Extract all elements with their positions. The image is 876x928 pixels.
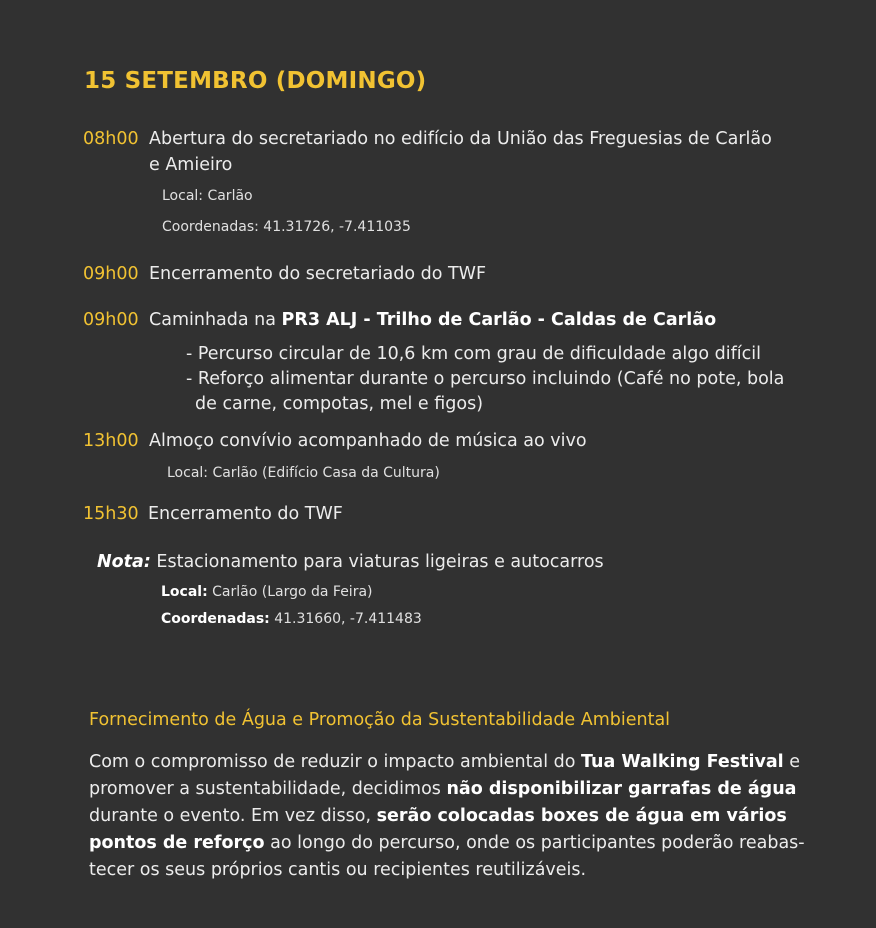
note-coordinates-value: 41.31660, -7.411483: [274, 611, 422, 627]
event-description: Encerramento do secretariado do TWF: [149, 264, 487, 284]
event-description: Encerramento do TWF: [148, 504, 343, 524]
event-location: Local: Carlão: [162, 188, 253, 204]
event-description-prefix: Caminhada na: [149, 310, 282, 330]
paragraph-line: tecer os seus próprios cantis ou recipientes reutilizáveis.: [89, 860, 587, 880]
paragraph-line: Com o compromisso de reduzir o impacto ambiental do Tua Walking Festival e: [89, 752, 801, 772]
event-description-cont: e Amieiro: [149, 155, 233, 175]
sustainability-paragraph: [89, 749, 805, 884]
event-location: Local: Carlão (Edifício Casa da Cultura): [167, 465, 440, 481]
note-location: [161, 584, 373, 600]
event-coordinates: Coordenadas: 41.31726, -7.411035: [162, 219, 411, 235]
trail-name: PR3 ALJ - Trilho de Carlão - Caldas de Carlão: [281, 310, 717, 330]
paragraph-line: pontos de reforço ao longo do percurso, onde os participantes poderão reabas-: [89, 833, 805, 853]
note-coordinates: [161, 611, 422, 627]
note-location-value: Carlão (Largo da Feira): [212, 584, 373, 600]
paragraph-line: durante o evento. Em vez disso, serão colocadas boxes de água em vários: [89, 806, 787, 826]
parking-note: [97, 552, 604, 572]
section-title: Fornecimento de Água e Promoção da Sustentabilidade Ambiental: [89, 710, 671, 730]
page-title: 15 SETEMBRO (DOMINGO): [84, 68, 427, 94]
event-time: 13h00: [83, 431, 139, 451]
event-description: Abertura do secretariado no edifício da União das Freguesias de Carlão: [149, 129, 772, 149]
event-bullet: - Reforço alimentar durante o percurso incluindo (Café no pote, bola: [186, 369, 785, 389]
paragraph-line: promover a sustentabilidade, decidimos não disponibilizar garrafas de água: [89, 779, 797, 799]
event-description: Almoço convívio acompanhado de música ao vivo: [149, 431, 587, 451]
event-time: 08h00: [83, 129, 139, 149]
event-description: [149, 310, 716, 330]
event-time: 09h00: [83, 264, 139, 284]
note-label: Nota:: [97, 552, 151, 572]
event-time: 09h00: [83, 310, 139, 330]
event-time: 15h30: [83, 504, 139, 524]
event-bullet-cont: de carne, compotas, mel e figos): [195, 394, 484, 414]
note-text: Estacionamento para viaturas ligeiras e autocarros: [156, 552, 604, 572]
event-bullet: - Percurso circular de 10,6 km com grau de dificuldade algo difícil: [186, 344, 761, 364]
note-location-label: Local:: [161, 584, 208, 600]
note-coordinates-label: Coordenadas:: [161, 611, 270, 627]
